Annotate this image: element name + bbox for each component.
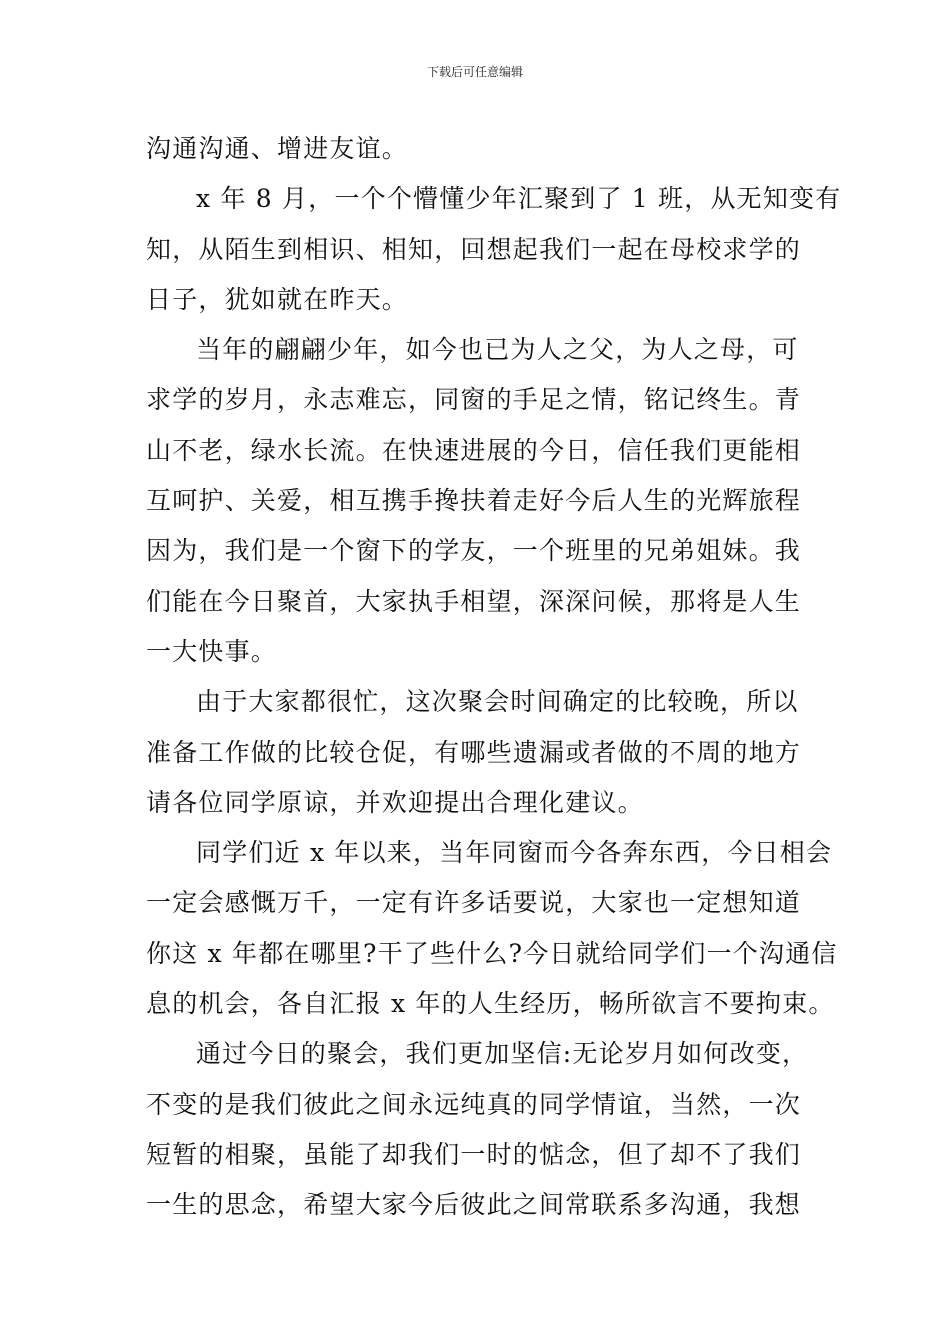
text-line: 沟通沟通、增进友谊。 — [146, 134, 409, 163]
text-line: 因为，我们是一个窗下的学友，一个班里的兄弟姐妹。我 — [146, 536, 802, 566]
text-line: 短暂的相聚，虽能了却我们一时的惦念，但了却不了我们 — [146, 1139, 802, 1169]
text-line: 请各位同学原谅，并欢迎提出合理化建议。 — [146, 787, 644, 817]
text-line: 同学们近 x 年以来，当年同窗而今各奔东西，今日相会 — [196, 838, 833, 868]
text-line: 通过今日的聚会，我们更加坚信:无论岁月如何改变， — [196, 1039, 809, 1069]
text-line: 一大快事。 — [146, 636, 278, 666]
text-line: 你这 x 年都在哪里?干了些什么?今日就给同学们一个沟通信 — [146, 938, 838, 968]
text-line: 当年的翩翩少年，如今也已为人之父，为人之母，可 — [196, 335, 799, 365]
text-line: x 年 8 月，一个个懵懂少年汇聚到了 1 班，从无知变有 — [196, 184, 842, 214]
document-body — [146, 124, 842, 1231]
text-line: 不变的是我们彼此之间永远纯真的同学情谊，当然，一次 — [146, 1089, 802, 1119]
page-header: 下载后可任意编辑 — [426, 65, 523, 79]
text-line: 知，从陌生到相识、相知，回想起我们一起在母校求学的 — [146, 234, 802, 264]
text-line: 一生的思念，希望大家今后彼此之间常联系多沟通，我想 — [146, 1190, 802, 1220]
text-line: 互呵护、关爱，相互携手搀扶着走好今后人生的光辉旅程 — [146, 486, 802, 516]
text-line: 山不老，绿水长流。在快速进展的今日，信任我们更能相 — [146, 435, 802, 465]
text-line: 们能在今日聚首，大家执手相望，深深问候，那将是人生 — [146, 586, 802, 616]
text-line: 息的机会，各自汇报 x 年的人生经历，畅所欲言不要拘束。 — [146, 989, 835, 1019]
text-line: 日子，犹如就在昨天。 — [146, 284, 409, 314]
text-line: 准备工作做的比较仓促，有哪些遗漏或者做的不周的地方 — [146, 737, 802, 767]
text-line: 一定会感慨万千，一定有许多话要说，大家也一定想知道 — [146, 888, 802, 918]
text-line: 由于大家都很忙，这次聚会时间确定的比较晚，所以 — [196, 687, 799, 717]
text-line: 求学的岁月，永志难忘，同窗的手足之情，铭记终生。青 — [146, 385, 802, 415]
